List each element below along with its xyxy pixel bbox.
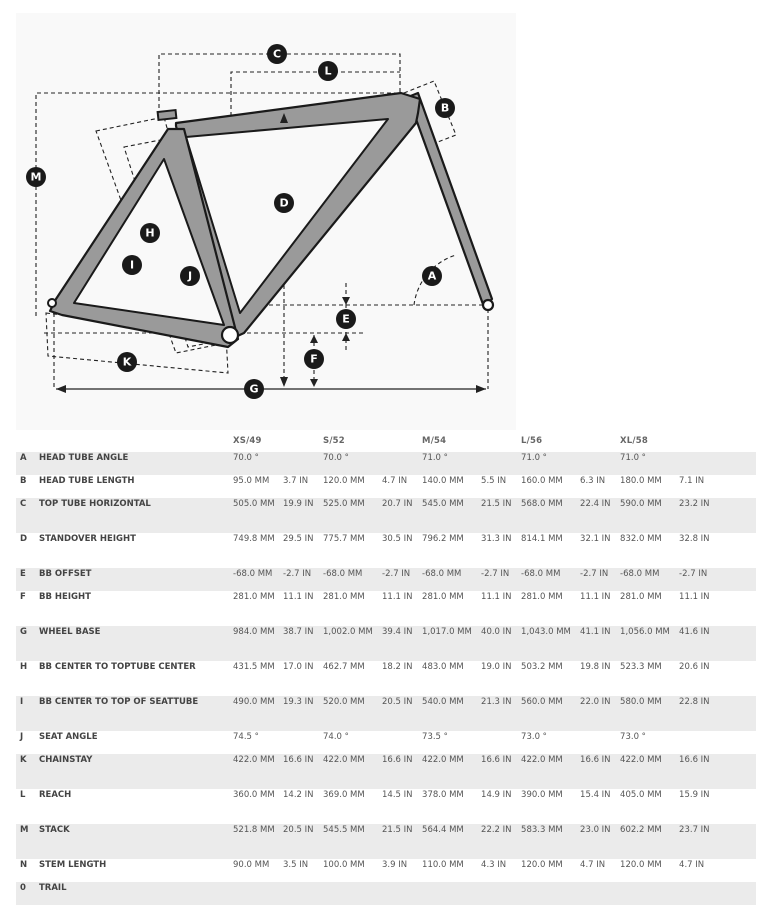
cell-metric: 422.0 MM (233, 755, 275, 765)
table-row (16, 452, 756, 475)
cell-metric: 160.0 MM (521, 476, 563, 486)
cell-metric: 120.0 MM (323, 476, 365, 486)
cell-metric: 180.0 MM (620, 476, 662, 486)
table-row (16, 754, 756, 789)
row-measurement-name: STEM LENGTH (39, 860, 107, 870)
table-row (16, 533, 756, 568)
badge-j (180, 266, 200, 286)
badge-h (140, 223, 160, 243)
cell-metric: -68.0 MM (620, 569, 660, 579)
cell-metric: 832.0 MM (620, 534, 662, 544)
cell-metric: 70.0 ° (323, 453, 349, 463)
row-key: K (20, 755, 27, 765)
badge-e (336, 309, 356, 329)
row-key: G (20, 627, 27, 637)
svg-text:D: D (279, 196, 289, 210)
size-header: S/52 (323, 436, 345, 446)
cell-metric: 490.0 MM (233, 697, 275, 707)
table-row (16, 882, 756, 905)
badge-b (435, 98, 455, 118)
cell-metric: 71.0 ° (620, 453, 646, 463)
cell-imperial: 41.1 IN (580, 627, 611, 637)
cell-imperial: 11.1 IN (481, 592, 512, 602)
table-row (16, 626, 756, 661)
arrow-f-bottom-head (310, 379, 318, 387)
cell-metric (323, 882, 382, 905)
cell-metric: 505.0 MM (233, 499, 275, 509)
cell-metric: 73.0 ° (521, 732, 547, 742)
cell-metric: 74.5 ° (233, 732, 259, 742)
row-measurement-name: SEAT ANGLE (39, 732, 98, 742)
cell-metric: 281.0 MM (323, 592, 365, 602)
badge-m (26, 167, 46, 187)
badge-c (267, 44, 287, 64)
table-row (16, 591, 756, 626)
cell-metric: 369.0 MM (323, 790, 365, 800)
svg-text:I: I (129, 258, 135, 272)
cell-metric: 431.5 MM (233, 662, 275, 672)
size-header: L/56 (521, 436, 543, 446)
row-key: A (20, 453, 27, 463)
cell-imperial: 5.5 IN (481, 476, 507, 486)
cell-metric: 73.5 ° (422, 732, 448, 742)
svg-text:E: E (342, 312, 350, 326)
size-header: M/54 (422, 436, 447, 446)
cell-metric (422, 882, 481, 905)
cell-imperial: 16.6 IN (481, 755, 512, 765)
arrow-g-right-head (476, 385, 486, 393)
cell-imperial (580, 731, 620, 754)
cell-imperial: 3.7 IN (283, 476, 309, 486)
geometry-table-header (16, 430, 756, 452)
cell-imperial: 11.1 IN (283, 592, 314, 602)
cell-metric: 540.0 MM (422, 697, 464, 707)
cell-metric: 71.0 ° (521, 453, 547, 463)
cell-imperial (382, 731, 422, 754)
geometry-table (16, 430, 756, 905)
cell-imperial: 32.1 IN (580, 534, 611, 544)
cell-imperial: 16.6 IN (679, 755, 710, 765)
front-dropout (483, 300, 493, 310)
cell-metric: 90.0 MM (233, 860, 270, 870)
row-key: F (20, 592, 26, 602)
cell-imperial: 11.1 IN (382, 592, 413, 602)
badge-a (422, 266, 442, 286)
cell-metric: -68.0 MM (323, 569, 363, 579)
cell-imperial: 21.5 IN (382, 825, 413, 835)
cell-metric: 520.0 MM (323, 697, 365, 707)
row-measurement-name: TOP TUBE HORIZONTAL (39, 499, 151, 509)
cell-metric: 462.7 MM (323, 662, 365, 672)
cell-imperial (679, 882, 756, 905)
cell-imperial: 19.3 IN (283, 697, 314, 707)
row-measurement-name: BB OFFSET (39, 569, 92, 579)
cell-metric: 120.0 MM (620, 860, 662, 870)
row-measurement-name: STANDOVER HEIGHT (39, 534, 136, 544)
arrow-d-bottom-head (280, 377, 288, 387)
cell-imperial: 20.6 IN (679, 662, 710, 672)
cell-imperial: 15.4 IN (580, 790, 611, 800)
cell-metric: 120.0 MM (521, 860, 563, 870)
cell-imperial: 29.5 IN (283, 534, 314, 544)
row-key: N (20, 860, 28, 870)
cell-imperial: 30.5 IN (382, 534, 413, 544)
cell-imperial: 4.7 IN (580, 860, 606, 870)
size-header: XS/49 (233, 436, 262, 446)
cell-imperial: -2.7 IN (679, 569, 708, 579)
cell-imperial (382, 882, 422, 905)
cell-imperial (283, 882, 323, 905)
cell-imperial: 3.5 IN (283, 860, 309, 870)
cell-metric: 568.0 MM (521, 499, 563, 509)
cell-metric: 281.0 MM (233, 592, 275, 602)
frame-geometry-svg (16, 13, 516, 430)
rear-dropout (48, 299, 56, 307)
cell-metric: 71.0 ° (422, 453, 448, 463)
cell-imperial: 19.9 IN (283, 499, 314, 509)
row-key: B (20, 476, 27, 486)
cell-imperial: 22.8 IN (679, 697, 710, 707)
cell-imperial: 16.6 IN (382, 755, 413, 765)
cell-imperial: 38.7 IN (283, 627, 314, 637)
cell-imperial: 19.0 IN (481, 662, 512, 672)
cell-imperial: 21.3 IN (481, 697, 512, 707)
cell-imperial: 16.6 IN (580, 755, 611, 765)
cell-metric: 525.0 MM (323, 499, 365, 509)
badge-i (122, 255, 142, 275)
cell-metric: 360.0 MM (233, 790, 275, 800)
cell-imperial: 20.5 IN (283, 825, 314, 835)
row-key: E (20, 569, 26, 579)
cell-metric: 523.3 MM (620, 662, 662, 672)
svg-text:F: F (310, 352, 318, 366)
badge-g (244, 379, 264, 399)
cell-metric: 422.0 MM (620, 755, 662, 765)
cell-imperial: 14.9 IN (481, 790, 512, 800)
table-row (16, 731, 756, 754)
arrow-e-top-head (342, 297, 350, 305)
cell-metric (233, 882, 283, 905)
bottom-bracket (222, 327, 238, 343)
cell-metric: 814.1 MM (521, 534, 563, 544)
row-measurement-name: HEAD TUBE ANGLE (39, 453, 129, 463)
table-row (16, 568, 756, 591)
cell-imperial (481, 452, 521, 475)
cell-imperial: -2.7 IN (481, 569, 510, 579)
cell-imperial: 20.7 IN (382, 499, 413, 509)
cell-metric (620, 882, 679, 905)
cell-metric: 422.0 MM (521, 755, 563, 765)
cell-metric: 281.0 MM (620, 592, 662, 602)
cell-metric: 95.0 MM (233, 476, 270, 486)
cell-imperial: 3.9 IN (382, 860, 408, 870)
cell-metric: 73.0 ° (620, 732, 646, 742)
cell-metric: 602.2 MM (620, 825, 662, 835)
svg-text:B: B (440, 101, 450, 115)
cell-metric: 422.0 MM (422, 755, 464, 765)
cell-imperial: 22.4 IN (580, 499, 611, 509)
cell-imperial: 22.2 IN (481, 825, 512, 835)
cell-metric: 140.0 MM (422, 476, 464, 486)
cell-metric: 775.7 MM (323, 534, 365, 544)
cell-metric: 110.0 MM (422, 860, 464, 870)
cell-metric: 281.0 MM (422, 592, 464, 602)
cell-imperial (679, 452, 756, 475)
svg-text:L: L (324, 64, 332, 78)
arrow-g-left-head (56, 385, 66, 393)
cell-imperial: 19.8 IN (580, 662, 611, 672)
cell-metric: 560.0 MM (521, 697, 563, 707)
cell-imperial (580, 452, 620, 475)
cell-imperial (580, 882, 620, 905)
row-measurement-name: CHAINSTAY (39, 755, 93, 765)
row-key: L (20, 790, 26, 800)
cell-metric: 422.0 MM (323, 755, 365, 765)
svg-text:A: A (427, 269, 437, 283)
cell-imperial: 39.4 IN (382, 627, 413, 637)
cell-imperial: 23.2 IN (679, 499, 710, 509)
svg-text:K: K (122, 355, 132, 369)
cell-metric: 749.8 MM (233, 534, 275, 544)
cell-imperial: 7.1 IN (679, 476, 705, 486)
cell-imperial: -2.7 IN (580, 569, 609, 579)
cell-metric: 521.8 MM (233, 825, 275, 835)
row-measurement-name: REACH (39, 790, 72, 800)
cell-imperial: 20.5 IN (382, 697, 413, 707)
cell-imperial: 6.3 IN (580, 476, 606, 486)
row-key: H (20, 662, 28, 672)
row-measurement-name: TRAIL (39, 883, 67, 893)
table-row (16, 824, 756, 859)
cell-metric: 580.0 MM (620, 697, 662, 707)
row-measurement-name: BB CENTER TO TOPTUBE CENTER (39, 662, 196, 672)
row-key: 0 (20, 883, 26, 893)
cell-metric: 545.5 MM (323, 825, 365, 835)
svg-text:C: C (272, 47, 282, 61)
cell-imperial: 14.5 IN (382, 790, 413, 800)
table-row (16, 789, 756, 824)
cell-imperial: 32.8 IN (679, 534, 710, 544)
row-key: C (20, 499, 27, 509)
cell-metric: -68.0 MM (521, 569, 561, 579)
row-measurement-name: BB CENTER TO TOP OF SEATTUBE (39, 697, 199, 707)
cell-imperial: -2.7 IN (382, 569, 411, 579)
cell-metric: -68.0 MM (422, 569, 462, 579)
cell-metric: 1,002.0 MM (323, 627, 373, 637)
svg-text:H: H (145, 226, 155, 240)
table-row (16, 661, 756, 696)
cell-metric: 984.0 MM (233, 627, 275, 637)
row-key: J (20, 732, 24, 742)
cell-imperial: 31.3 IN (481, 534, 512, 544)
cell-imperial: 23.7 IN (679, 825, 710, 835)
cell-imperial: 22.0 IN (580, 697, 611, 707)
cell-metric: 583.3 MM (521, 825, 563, 835)
cell-metric (521, 882, 580, 905)
cell-imperial (283, 452, 323, 475)
table-row (16, 498, 756, 533)
cell-imperial: 41.6 IN (679, 627, 710, 637)
cell-imperial (481, 731, 521, 754)
cell-metric: -68.0 MM (233, 569, 273, 579)
badge-k (117, 352, 137, 372)
cell-imperial (679, 731, 756, 754)
row-measurement-name: STACK (39, 825, 70, 835)
cell-imperial: 14.2 IN (283, 790, 314, 800)
cell-metric: 1,043.0 MM (521, 627, 571, 637)
row-key: M (20, 825, 29, 835)
frame-geometry-diagram (16, 13, 516, 430)
table-row (16, 859, 756, 882)
cell-metric: 405.0 MM (620, 790, 662, 800)
cell-imperial: 23.0 IN (580, 825, 611, 835)
cell-metric: 390.0 MM (521, 790, 563, 800)
badge-d (274, 193, 294, 213)
cell-imperial (481, 882, 521, 905)
cell-metric: 796.2 MM (422, 534, 464, 544)
row-measurement-name: HEAD TUBE LENGTH (39, 476, 135, 486)
cell-imperial: 21.5 IN (481, 499, 512, 509)
cell-imperial (382, 452, 422, 475)
svg-text:J: J (187, 269, 193, 283)
cell-metric: 503.2 MM (521, 662, 563, 672)
fork (408, 93, 492, 307)
cell-imperial: 17.0 IN (283, 662, 314, 672)
cell-metric: 483.0 MM (422, 662, 464, 672)
cell-metric: 378.0 MM (422, 790, 464, 800)
cell-metric: 590.0 MM (620, 499, 662, 509)
seat-tube-top (158, 110, 177, 120)
cell-metric: 70.0 ° (233, 453, 259, 463)
cell-metric: 74.0 ° (323, 732, 349, 742)
row-measurement-name: WHEEL BASE (39, 627, 101, 637)
row-measurement-name: BB HEIGHT (39, 592, 91, 602)
cell-imperial: -2.7 IN (283, 569, 312, 579)
cell-imperial: 18.2 IN (382, 662, 413, 672)
svg-text:G: G (249, 382, 259, 396)
cell-imperial: 11.1 IN (679, 592, 710, 602)
cell-imperial: 4.3 IN (481, 860, 507, 870)
cell-metric: 545.0 MM (422, 499, 464, 509)
arrow-f-top-head (310, 335, 318, 343)
cell-imperial: 40.0 IN (481, 627, 512, 637)
badge-f (304, 349, 324, 369)
cell-imperial: 15.9 IN (679, 790, 710, 800)
cell-metric: 100.0 MM (323, 860, 365, 870)
svg-text:M: M (30, 170, 42, 184)
cell-imperial: 4.7 IN (382, 476, 408, 486)
size-header: XL/58 (620, 436, 648, 446)
cell-imperial: 16.6 IN (283, 755, 314, 765)
bike-frame (48, 93, 493, 347)
table-row (16, 475, 756, 498)
cell-metric: 1,056.0 MM (620, 627, 670, 637)
cell-imperial (283, 731, 323, 754)
table-row (16, 696, 756, 731)
cell-metric: 564.4 MM (422, 825, 464, 835)
row-key: D (20, 534, 28, 544)
row-key: I (20, 697, 24, 707)
cell-metric: 281.0 MM (521, 592, 563, 602)
cell-imperial: 4.7 IN (679, 860, 705, 870)
cell-metric: 1,017.0 MM (422, 627, 472, 637)
geometry-table-body (16, 452, 756, 905)
arrow-e-bottom-head (342, 333, 350, 341)
badge-l (318, 61, 338, 81)
cell-imperial: 11.1 IN (580, 592, 611, 602)
